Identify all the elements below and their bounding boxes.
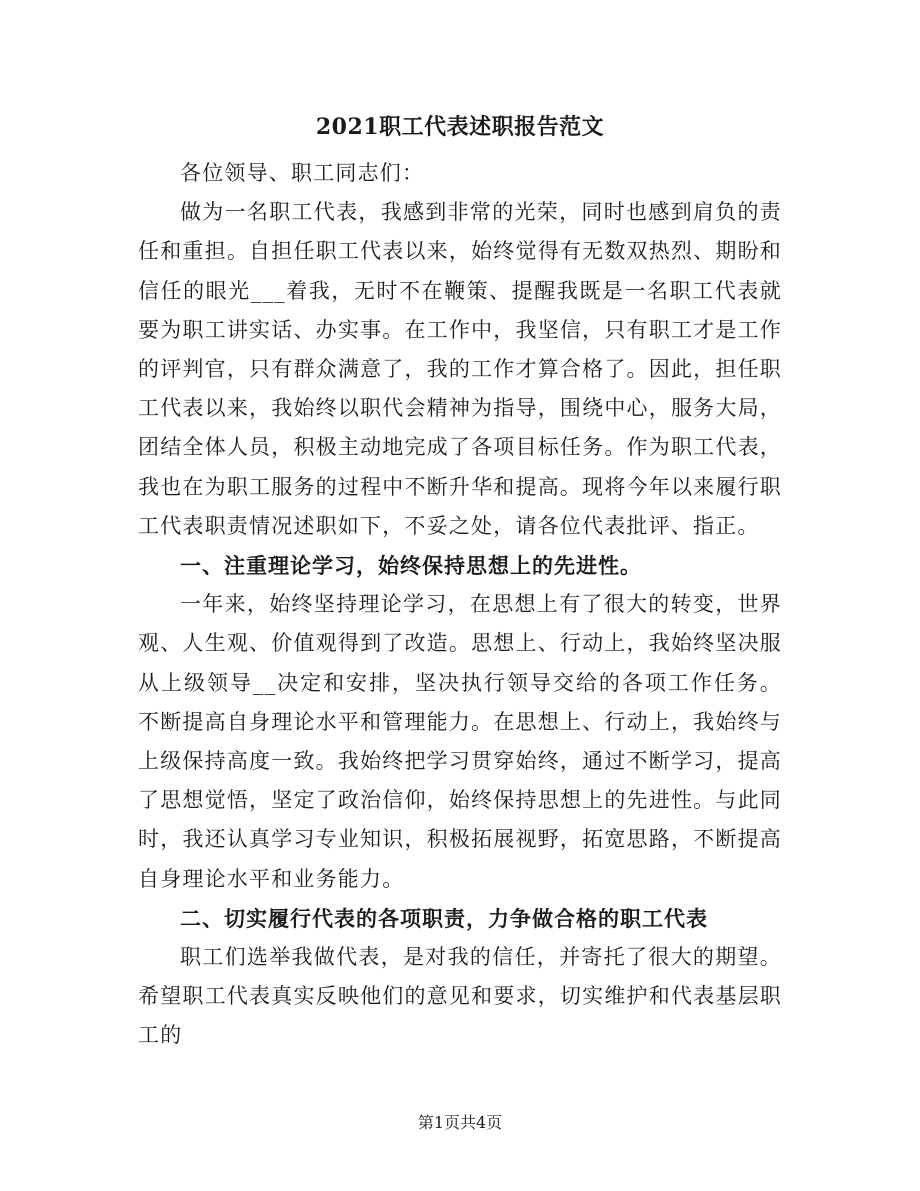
section-heading-2: 二、切实履行代表的各项职责，力争做合格的职工代表 bbox=[180, 905, 708, 931]
document-title: 2021职工代表述职报告范文 bbox=[315, 114, 605, 140]
intro-paragraph: 做为一名职工代表，我感到非常的光荣，同时也感到肩负的责任和重担。自担任职工代表以来，始终觉得有无数双热烈、期盼和信任的眼光___着我，无时不在鞭策、提醒我既是一名职工代表就要为职工讲实话、办实事。在工作中，我坚信，只有职工才是工作的评判官，只有群众满意了，我的工作才算合格了。因此，担任职工代表以来，我始终以职代会精神为指导，围绕中心，服务大局，团结全体人员，积极主动地完成了各项目标任务。作为职工代表，我也在为职工服务的过程中不断升华和提高。现将今年以来履行职工代表职责情况述职如下，不妥之处，请各位代表批评、指正。 bbox=[138, 200, 782, 538]
section-1-paragraph: 一年来，始终坚持理论学习，在思想上有了很大的转变，世界观、人生观、价值观得到了改造。思想上、行动上，我始终坚决服从上级领导__决定和安排，坚决执行领导交给的各项工作任务。不断提高自身理论水平和管理能力。在思想上、行动上，我始终与上级保持高度一致。我始终把学习贯穿始终，通过不断学习，提高了思想觉悟，坚定了政治信仰，始终保持思想上的先进性。与此同时，我还认真学习专业知识，积极拓展视野，拓宽思路，不断提高自身理论水平和业务能力。 bbox=[138, 592, 782, 891]
section-2-paragraph: 职工们选举我做代表，是对我的信任，并寄托了很大的期望。希望职工代表真实反映他们的意见和要求，切实维护和代表基层职工的 bbox=[138, 945, 782, 1048]
greeting-paragraph: 各位领导、职工同志们： bbox=[180, 161, 425, 185]
section-heading-1: 一、注重理论学习，始终保持思想上的先进性。 bbox=[180, 553, 642, 579]
page-number-footer: 第1页共4页 bbox=[417, 1113, 503, 1132]
document-body bbox=[138, 154, 782, 1056]
